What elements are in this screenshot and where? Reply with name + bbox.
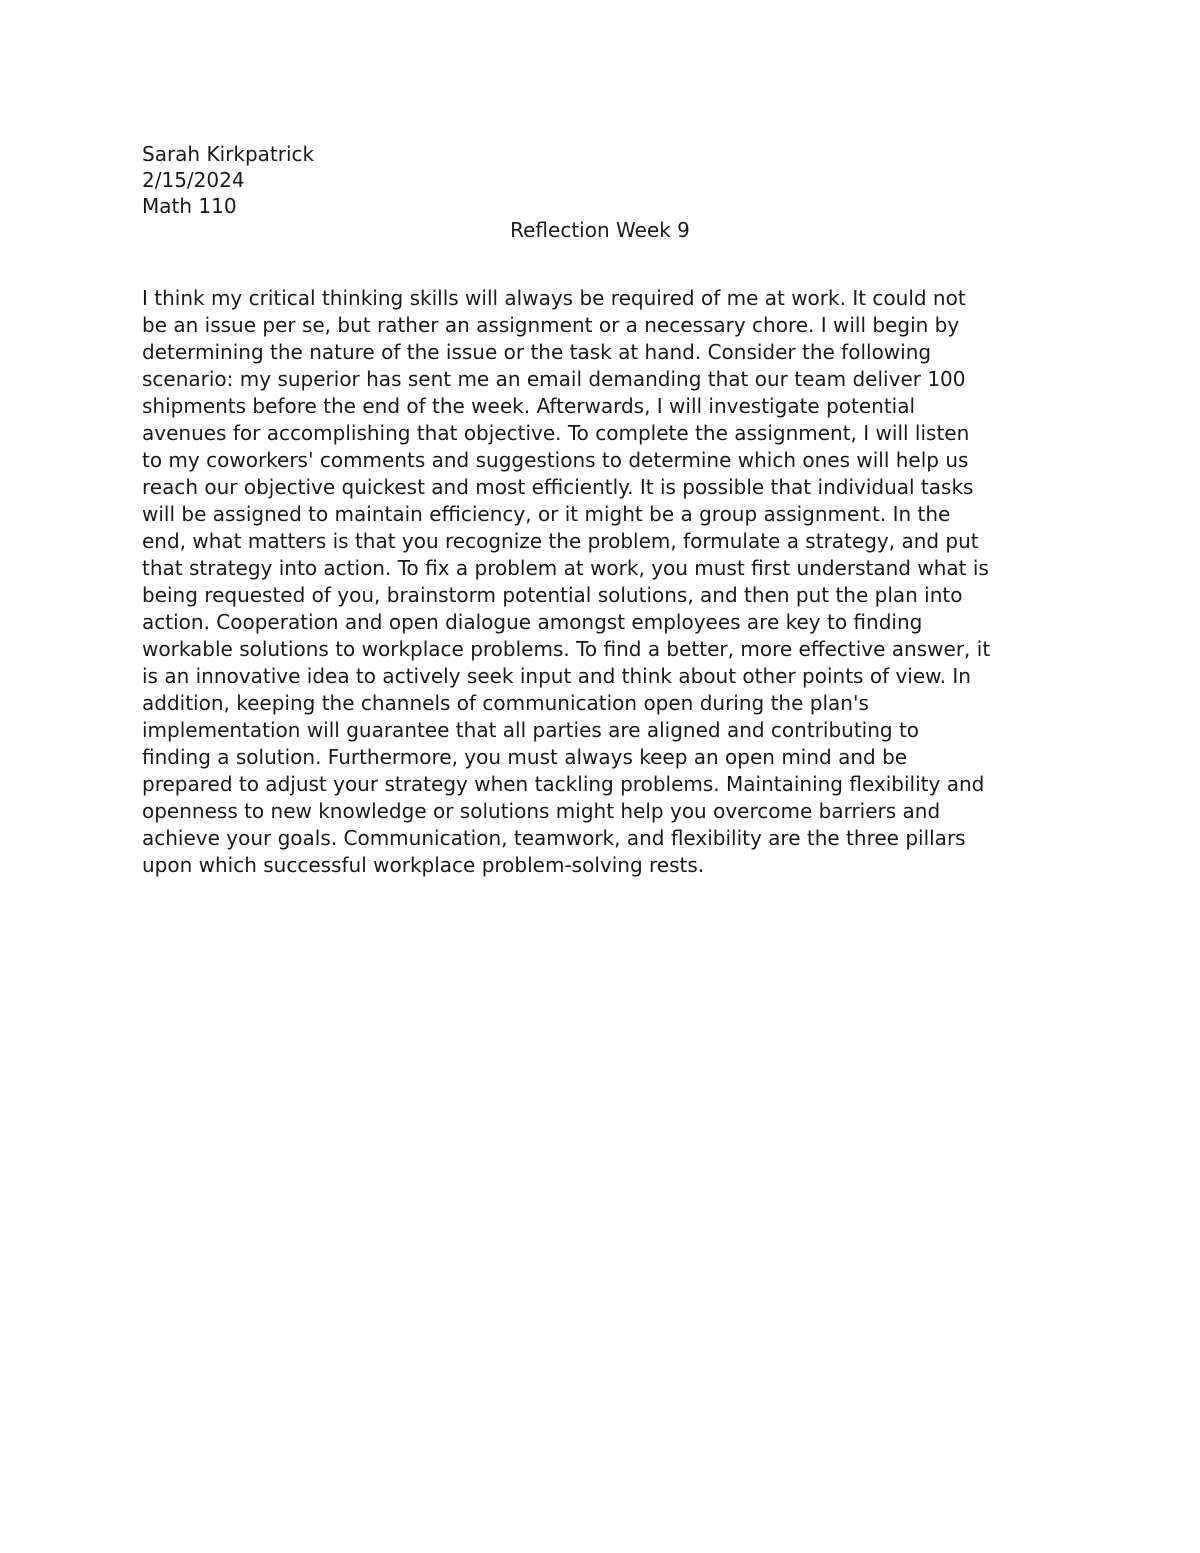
body-line: scenario: my superior has sent me an email demanding that our team deliver 100: [142, 367, 966, 391]
body-line: I think my critical thinking skills will always be required of me at work. It could not: [142, 286, 966, 310]
course-name: Math 110: [142, 194, 237, 218]
body-line: determining the nature of the issue or the task at hand. Consider the following: [142, 340, 932, 364]
document-date: 2/15/2024: [142, 168, 245, 192]
body-line: implementation will guarantee that all parties are aligned and contributing to: [142, 718, 920, 742]
document-body: [142, 285, 1062, 879]
body-line: that strategy into action. To fix a problem at work, you must first understand what is: [142, 556, 989, 580]
body-line: addition, keeping the channels of communication open during the plan's: [142, 691, 869, 715]
body-line: to my coworkers' comments and suggestions to determine which ones will help us: [142, 448, 969, 472]
document-header: [142, 141, 1062, 219]
body-line: end, what matters is that you recognize the problem, formulate a strategy, and put: [142, 529, 979, 553]
body-line: shipments before the end of the week. Afterwards, I will investigate potential: [142, 394, 916, 418]
body-line: workable solutions to workplace problems. To find a better, more effective answer, it: [142, 637, 991, 661]
body-line: achieve your goals. Communication, teamwork, and flexibility are the three pillars: [142, 826, 966, 850]
body-line: upon which successful workplace problem-solving rests.: [142, 853, 705, 877]
document-title: Reflection Week 9: [510, 218, 690, 242]
body-line: will be assigned to maintain efficiency, or it might be a group assignment. In the: [142, 502, 951, 526]
body-line: avenues for accomplishing that objective. To complete the assignment, I will listen: [142, 421, 970, 445]
body-line: finding a solution. Furthermore, you must always keep an open mind and be: [142, 745, 908, 769]
body-line: is an innovative idea to actively seek input and think about other points of view. In: [142, 664, 971, 688]
body-line: openness to new knowledge or solutions might help you overcome barriers and: [142, 799, 941, 823]
author-name: Sarah Kirkpatrick: [142, 142, 315, 166]
body-line: prepared to adjust your strategy when tackling problems. Maintaining flexibility and: [142, 772, 985, 796]
body-line: action. Cooperation and open dialogue amongst employees are key to finding: [142, 610, 923, 634]
body-line: being requested of you, brainstorm potential solutions, and then put the plan into: [142, 583, 963, 607]
body-line: be an issue per se, but rather an assignment or a necessary chore. I will begin by: [142, 313, 960, 337]
body-line: reach our objective quickest and most efficiently. It is possible that individual tasks: [142, 475, 974, 499]
